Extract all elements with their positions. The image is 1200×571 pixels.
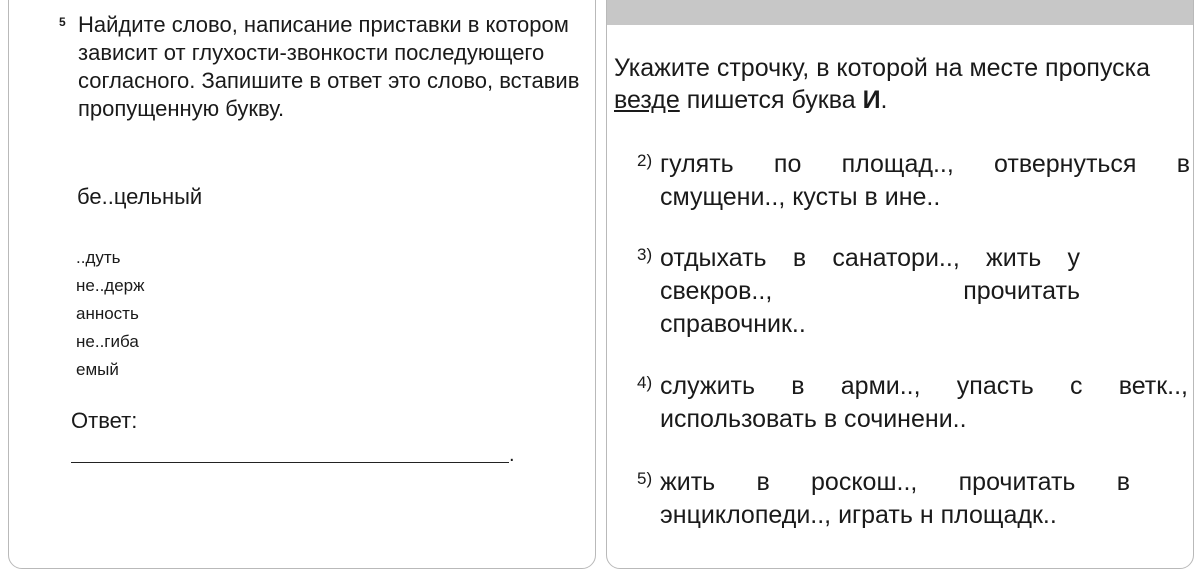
option-line: отдыхать в санатори.., жить у: [660, 244, 1080, 272]
option-line: использовать в сочинени..: [660, 405, 967, 433]
option-number: 4): [637, 373, 653, 392]
option-line: гулять по площад.., отвернуться в: [660, 150, 1190, 178]
right-task-card: [606, 0, 1194, 569]
option-line: жить в роскош.., прочитать в: [660, 468, 1130, 496]
prompt-text: пишется буква: [679, 86, 863, 114]
option-number: 5): [637, 469, 653, 488]
left-task-card: [8, 0, 596, 569]
task-prompt: [614, 52, 1174, 116]
option-number: 3): [637, 245, 653, 264]
option-line: служить в арми.., упасть с ветк..,: [660, 372, 1188, 400]
header-bar: [607, 0, 1193, 25]
word-fragment: анность: [76, 304, 139, 323]
option-line: энциклопеди.., играть н площадк..: [660, 501, 1057, 529]
question-text: Найдите слово, написание приставки в котором зависит от глухости-звонкости последующего согласного. Запишите в ответ это слово, вставив пропущенную букву.: [78, 12, 580, 121]
answer-line[interactable]: [71, 462, 509, 463]
word-fragment: не..гиба: [76, 332, 139, 351]
question-number: 5: [59, 15, 66, 29]
main-word: бе..цельный: [77, 184, 203, 209]
option-number: 2): [637, 151, 653, 170]
prompt-text: Укажите строчку, в которой на месте пропуска: [614, 54, 1151, 82]
option-line: справочник..: [660, 310, 806, 338]
option-line: смущени.., кусты в ине..: [660, 183, 941, 211]
prompt-underlined-word: везде: [614, 86, 680, 114]
word-fragment: емый: [76, 360, 119, 379]
word-fragment: не..держ: [76, 276, 145, 295]
prompt-end: .: [880, 86, 888, 114]
word-fragment: ..дуть: [76, 248, 121, 267]
answer-dot: .: [509, 444, 515, 466]
word-fragment-list: [76, 244, 145, 384]
prompt-bold-letter: И: [862, 86, 881, 114]
option-line: свекров.., прочитать: [660, 277, 1080, 305]
answer-label: Ответ:: [71, 408, 138, 433]
